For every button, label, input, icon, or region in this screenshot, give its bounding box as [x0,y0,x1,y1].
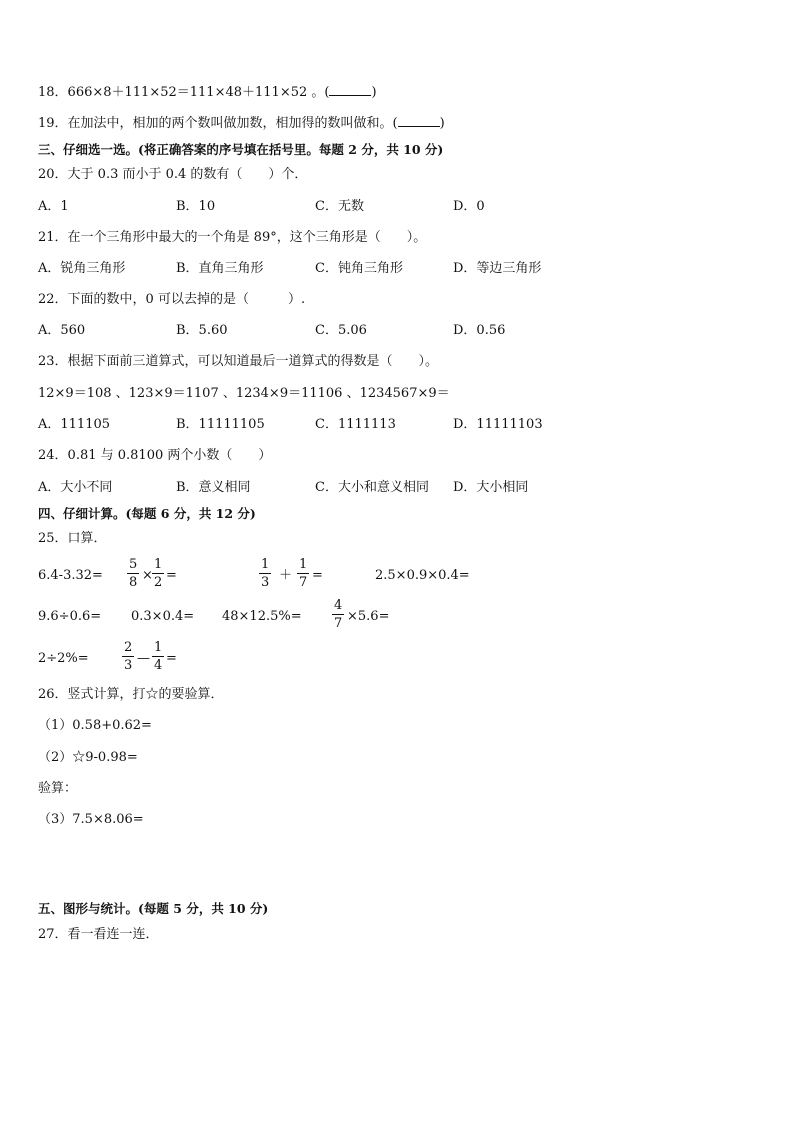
calc-r1-fraction-4: $\frac{1}{7}$ [299,557,308,590]
calc-r2-e3: 48×12.5%= [222,609,302,624]
calc-r1-e4: 2.5×0.9×0.4= [375,568,470,583]
q22-option-c[interactable]: C．5.06 [315,323,367,338]
answer-blank-19[interactable] [398,114,440,127]
q20-option-d[interactable]: D．0 [453,199,485,214]
q20-option-a[interactable]: A．1 [38,199,69,214]
calc-r1-op2: ＋ [279,568,293,583]
q24-option-d[interactable]: D．大小相同 [453,480,529,495]
q21-option-a[interactable]: A．锐角三角形 [38,261,126,276]
question-18-text: 18．666×8＋111×52＝111×48＋111×52 。( [38,85,330,100]
question-21-stem: 21．在一个三角形中最大的一个角是 89°，这个三角形是（ ）。 [38,230,427,245]
question-18: 18．666×8＋111×52＝111×48＋111×52 。( ) [38,85,377,100]
q23-option-b[interactable]: B．11111105 [176,417,265,432]
q22-option-d[interactable]: D．0.56 [453,323,506,338]
q23-option-a[interactable]: A．111105 [38,417,111,432]
answer-blank-18[interactable] [329,83,371,96]
question-23-equations: 12×9＝108 、123×9＝1107 、1234×9＝11106 、1234567×9＝ [38,386,450,401]
q21-option-c[interactable]: C．钝角三角形 [315,261,403,276]
calc-r3-op: — [137,651,150,666]
q26-part-1: （1）0.58+0.62= [38,718,152,733]
q26-part-2: （2）☆9-0.98= [38,750,138,765]
question-22-stem: 22．下面的数中，0 可以去掉的是（ ）. [38,292,306,307]
calc-r1-fraction-2: $\frac{1}{2}$ [154,557,163,590]
calc-r1-op1: × [142,568,153,583]
q26-verify-label: 验算： [38,781,78,796]
q20-option-c[interactable]: C．无数 [315,199,364,214]
q21-option-b[interactable]: B．直角三角形 [176,261,264,276]
calc-r3-fraction-1: $\frac{2}{3}$ [124,640,133,673]
calc-r1-eq2: = [312,568,323,583]
calc-r1-eq1: = [166,568,177,583]
question-27-stem: 27．看一看连一连． [38,927,159,942]
calc-r1-e1: 6.4-3.32= [38,568,103,583]
q26-part-3: （3）7.5×8.06= [38,812,144,827]
calc-r1-fraction-1: $\frac{5}{8}$ [129,557,138,590]
calc-r2-fraction: $\frac{4}{7}$ [334,598,343,631]
calc-r2-e1: 9.6÷0.6= [38,609,102,624]
q23-option-c[interactable]: C．1111113 [315,417,396,432]
question-26-stem: 26．竖式计算，打☆的要验算． [38,687,224,702]
q20-option-b[interactable]: B．10 [176,199,216,214]
question-23-stem: 23．根据下面前三道算式，可以知道最后一道算式的得数是（ ）。 [38,354,439,369]
calc-r2-tail: ×5.6= [347,609,390,624]
calc-r3-e1: 2÷2%= [38,651,89,666]
q22-option-b[interactable]: B．5.60 [176,323,228,338]
section-5-heading: 五、图形与统计。(每题 5 分，共 10 分) [38,901,269,916]
q24-option-b[interactable]: B．意义相同 [176,480,251,495]
calc-r1-fraction-3: $\frac{1}{3}$ [261,557,270,590]
question-25-stem: 25．口算． [38,531,107,546]
question-20-stem: 20．大于 0.3 而小于 0.4 的数有（ ）个． [38,167,308,182]
calc-r2-e2: 0.3×0.4= [131,609,195,624]
q21-option-d[interactable]: D．等边三角形 [453,261,542,276]
section-4-heading: 四、仔细计算。(每题 6 分，共 12 分) [38,506,256,521]
q24-option-c[interactable]: C．大小和意义相同 [315,480,429,495]
question-19-text: 19．在加法中，相加的两个数叫做加数，相加得的数叫做和。( [38,116,398,131]
question-24-stem: 24．0.81 与 0.8100 两个小数（ ） [38,448,272,463]
question-19: 19．在加法中，相加的两个数叫做加数，相加得的数叫做和。( ) [38,116,445,131]
q23-option-d[interactable]: D．11111103 [453,417,543,432]
calc-r3-fraction-2: $\frac{1}{4}$ [154,640,163,673]
q24-option-a[interactable]: A．大小不同 [38,480,113,495]
calc-r3-eq: = [166,651,177,666]
q22-option-a[interactable]: A．560 [38,323,86,338]
section-3-heading: 三、仔细选一选。(将正确答案的序号填在括号里。每题 2 分，共 10 分) [38,142,444,157]
